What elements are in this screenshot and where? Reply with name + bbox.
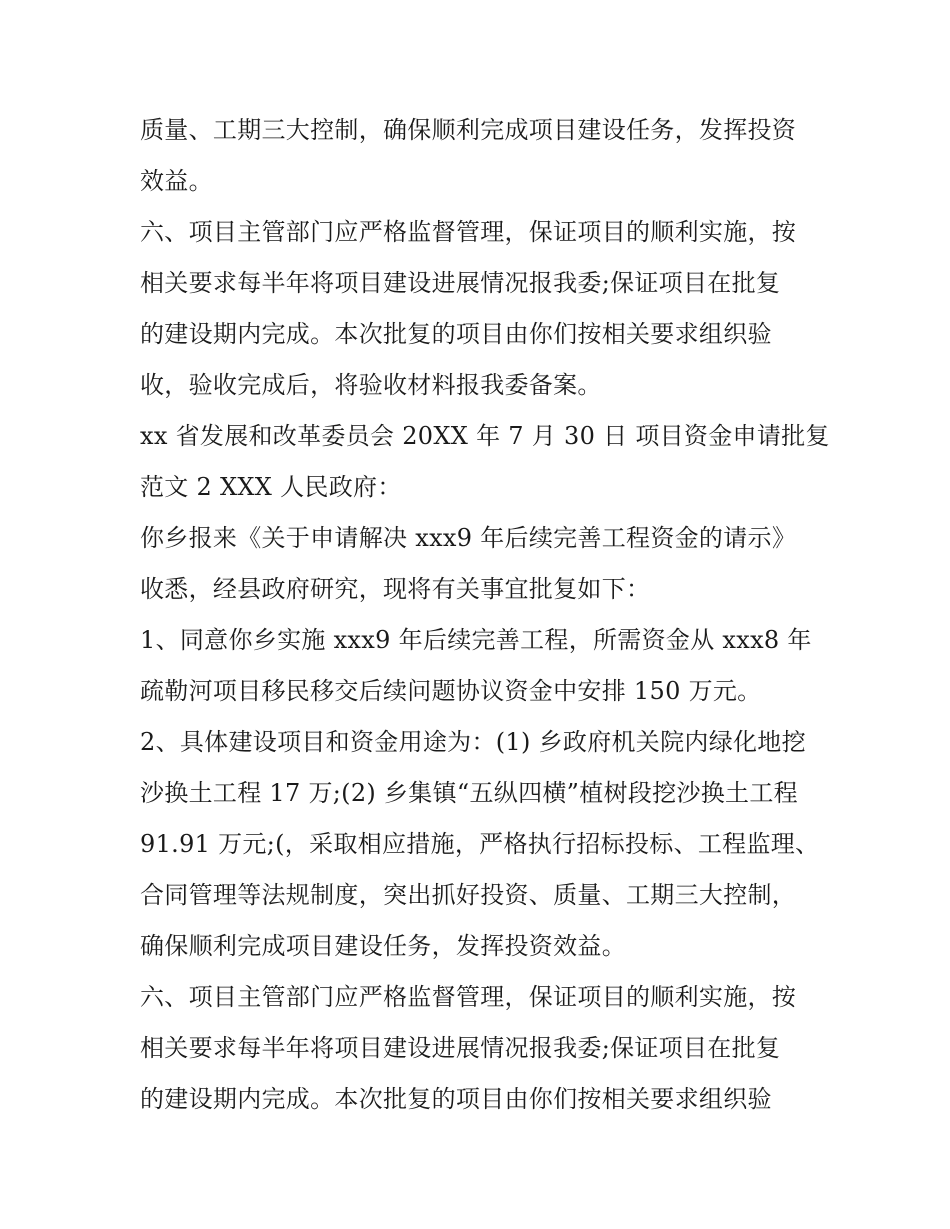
text-line: 质量、工期三大控制，确保顺利完成项目建设任务，发挥投资 [140, 116, 797, 144]
text-line: 1、同意你乡实施 xxx9 年后续完善工程，所需资金从 xxx8 年 [140, 626, 812, 654]
text-line: 收悉，经县政府研究，现将有关事宜批复如下： [140, 575, 651, 603]
text-line: 的建设期内完成。本次批复的项目由你们按相关要求组织验 [140, 1085, 772, 1113]
text-line: 2、具体建设项目和资金用途为：(1) 乡政府机关院内绿化地挖 [140, 728, 806, 756]
text-line: 你乡报来《关于申请解决 xxx9 年后续完善工程资金的请示》 [140, 524, 797, 552]
text-line: 六、项目主管部门应严格监督管理，保证项目的顺利实施，按 [140, 983, 797, 1011]
text-line: 范文 2 XXX 人民政府： [140, 473, 402, 501]
text-line: 六、项目主管部门应严格监督管理，保证项目的顺利实施，按 [140, 218, 797, 246]
text-line: 确保顺利完成项目建设任务，发挥投资效益。 [140, 932, 626, 960]
text-line: 沙换土工程 17 万;(2) 乡集镇“五纵四横”植树段挖沙换土工程 [140, 779, 798, 807]
text-line: 91.91 万元;(，采取相应措施，严格执行招标投标、工程监理、 [140, 830, 820, 858]
text-line: xx 省发展和改革委员会 20XX 年 7 月 30 日 项目资金申请批复 [140, 422, 830, 450]
text-line: 相关要求每半年将项目建设进展情况报我委;保证项目在批复 [140, 1034, 781, 1062]
text-line: 相关要求每半年将项目建设进展情况报我委;保证项目在批复 [140, 269, 781, 297]
text-line: 疏勒河项目移民移交后续问题协议资金中安排 150 万元。 [140, 677, 762, 705]
text-line: 收，验收完成后，将验收材料报我委备案。 [140, 371, 602, 399]
document-body [140, 105, 830, 1125]
text-line: 的建设期内完成。本次批复的项目由你们按相关要求组织验 [140, 320, 772, 348]
text-line: 效益。 [140, 167, 213, 195]
text-line: 合同管理等法规制度，突出抓好投资、质量、工期三大控制， [140, 881, 797, 909]
